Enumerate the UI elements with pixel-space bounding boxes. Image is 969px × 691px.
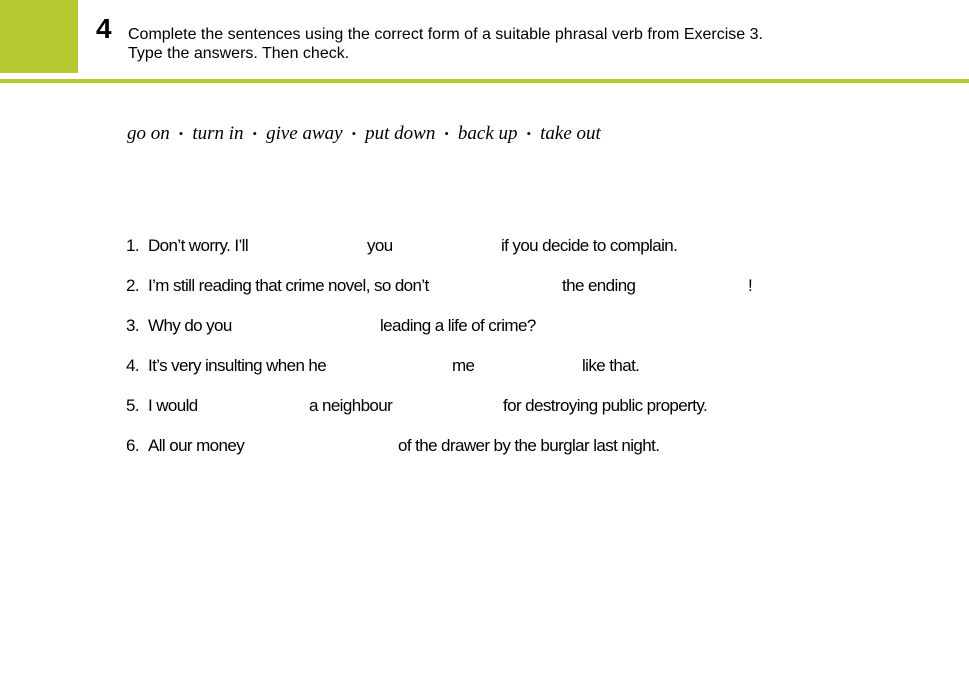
- answer-gap-3[interactable]: [244, 315, 382, 339]
- answer-gap-5a[interactable]: [210, 395, 310, 419]
- exercise-header-block: [0, 0, 78, 73]
- sentence-text: of the drawer by the burglar last night.: [398, 436, 660, 455]
- bullet-separator: •: [444, 126, 449, 141]
- word-bank-item: back up: [457, 123, 518, 144]
- sentence-text: Why do you: [148, 316, 232, 335]
- sentence-number: 3.: [126, 316, 139, 335]
- sentence-text: for destroying public property.: [503, 396, 708, 415]
- answer-gap-6[interactable]: [260, 435, 398, 459]
- sentence-number: 6.: [126, 436, 139, 455]
- sentence-text: leading a life of crime?: [380, 316, 536, 335]
- sentence-1: [126, 234, 826, 258]
- instruction-line-1: Complete the sentences using the correct form of a suitable phrasal verb from Exercise 3.: [128, 26, 763, 43]
- sentence-number: 1.: [126, 236, 139, 255]
- sentence-text: It’s very insulting when he: [148, 356, 327, 375]
- instruction-line-2: Type the answers. Then check.: [128, 45, 350, 62]
- sentence-2: [126, 274, 826, 298]
- bullet-separator: •: [351, 126, 357, 141]
- sentence-3: [126, 314, 826, 338]
- answer-gap-2a[interactable]: [462, 275, 562, 299]
- word-bank: [127, 121, 601, 147]
- sentence-text: the ending: [562, 276, 636, 295]
- bullet-separator: •: [526, 126, 532, 141]
- sentence-text: Don’t worry. I’ll: [148, 236, 249, 255]
- answer-gap-2b[interactable]: [646, 275, 746, 299]
- sentence-4: [126, 354, 826, 378]
- sentence-6: [126, 434, 826, 458]
- sentence-5: [126, 394, 826, 418]
- sentence-text: All our money: [148, 436, 245, 455]
- word-bank-item: give away: [266, 123, 343, 144]
- word-bank-item: take out: [540, 123, 601, 144]
- word-bank-item: turn in: [192, 123, 244, 144]
- answer-gap-1a[interactable]: [264, 235, 368, 259]
- word-bank-item: go on: [127, 123, 170, 144]
- sentence-text: !: [748, 276, 753, 295]
- header-divider: [0, 79, 969, 83]
- sentence-text: like that.: [582, 356, 640, 375]
- sentence-text: you: [367, 236, 393, 255]
- word-bank-item: put down: [365, 123, 436, 144]
- exercise-number: 4: [96, 13, 112, 44]
- sentence-text: I’m still reading that crime novel, so don’t: [148, 276, 429, 295]
- sentence-number: 5.: [126, 396, 139, 415]
- answer-gap-4a[interactable]: [352, 355, 452, 379]
- sentence-number: 4.: [126, 356, 139, 375]
- sentence-text: a neighbour: [309, 396, 393, 415]
- exercise-instruction: [128, 25, 928, 63]
- sentence-number: 2.: [126, 276, 139, 295]
- sentence-text: I would: [148, 396, 198, 415]
- sentence-text: me: [452, 356, 475, 375]
- answer-gap-4b[interactable]: [482, 355, 582, 379]
- bullet-separator: •: [178, 126, 184, 141]
- sentence-text: if you decide to complain.: [501, 236, 678, 255]
- bullet-separator: •: [252, 126, 258, 141]
- answer-gap-1b[interactable]: [398, 235, 502, 259]
- answer-gap-5b[interactable]: [404, 395, 504, 419]
